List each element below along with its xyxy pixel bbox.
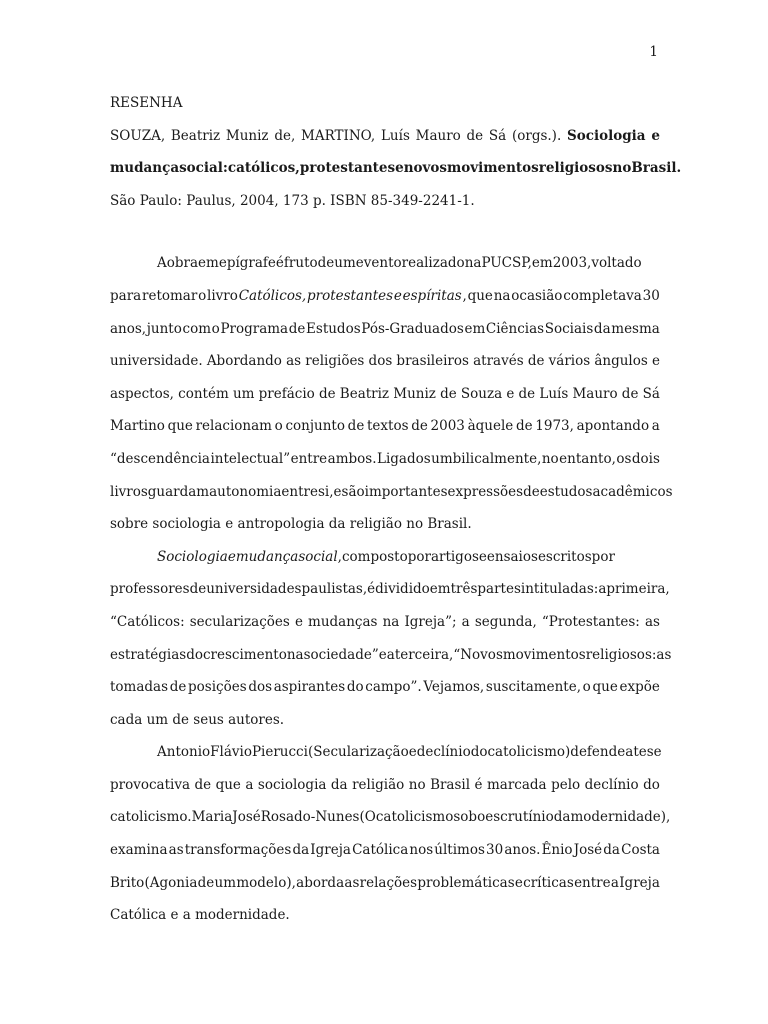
reference-line-3: São Paulo: Paulus, 2004, 173 p. ISBN 85-349-2241-1. — [110, 192, 475, 209]
reference-word: social: — [179, 160, 228, 177]
paragraph-line: Martino que relacionam o conjunto de textos de 2003 àquele de 1973, apontando a — [110, 418, 660, 435]
reference-word: MARTINO, — [301, 127, 376, 144]
reference-word: Mauro — [415, 127, 461, 144]
paragraph-line: Sociologiaemudançasocial,compostoporartigoseensaiosescritospor — [157, 548, 615, 565]
paragraph-line: “descendência intelectual” entre ambos. Ligados umbilicalmente, no entanto, os dois — [110, 450, 660, 467]
reference-word: católicos, — [227, 160, 300, 177]
paragraph-line: catolicismo. Maria José Rosado-Nunes (O catolicismo sob o escrutínio da modernidade), — [110, 809, 671, 826]
reference-word: de, — [274, 127, 296, 144]
paragraph-line: Brito (Agonia de um modelo), aborda as relações problemáticas e críticas entre a Igreja — [110, 874, 660, 891]
reference-word: e — [651, 127, 660, 144]
reference-word: de — [466, 127, 484, 144]
paragraph-line: AobraemepígrafeéfrutodeumeventorealizadonaPUCSP,em2003,voltado — [157, 255, 642, 272]
document-heading: RESENHA — [110, 95, 183, 111]
paragraph-line: universidade. Abordando as religiões dos brasileiros através de vários ângulos e — [110, 353, 660, 370]
paragraph-line: livros guardam autonomia entre si, e são importantes expressões de estudos acadêmicos — [110, 483, 673, 500]
paragraph-line: sobre sociologia e antropologia da religião no Brasil. — [110, 516, 472, 533]
reference-word: Luís — [380, 127, 410, 144]
section-spacer — [110, 222, 660, 252]
paragraph-line: tomadas de posições dos aspirantes do campo”. Vejamos, suscitamente, o que expõe — [110, 679, 660, 696]
paragraph-line: AntonioFlávioPierucci(Secularizaçãoedeclíniodocatolicismo)defendeatese — [157, 744, 662, 761]
paragraph-1 — [110, 252, 673, 545]
reference-word: e — [395, 160, 404, 177]
paragraph-line: “Católicos: secularizações e mudanças na Igreja”; a segunda, “Protestantes: as — [110, 613, 660, 630]
reference-line-2 — [110, 157, 682, 190]
bibliographic-reference — [110, 125, 682, 223]
reference-word: Muniz — [225, 127, 269, 144]
paragraph-line: cada um de seus autores. — [110, 711, 285, 728]
paragraph-line: professores de universidades paulistas, é dividido em três partes intituladas: a primeira, — [110, 581, 670, 598]
paragraph-3 — [110, 741, 671, 937]
reference-word: SOUZA, — [110, 127, 166, 144]
paragraph-line: provocativa de que a sociologia da religião no Brasil é marcada pelo declínio do — [110, 776, 660, 793]
paragraph-line: anos, junto com o Programa de Estudos Pós-Graduados em Ciências Sociais da mesma — [110, 320, 660, 337]
paragraph-line: estratégias do crescimento na sociedade” e a terceira, “Novos movimentos religiosos: as — [110, 646, 672, 663]
reference-word: Sá — [488, 127, 507, 144]
reference-word: movimentos — [446, 160, 539, 177]
reference-word: religiosos — [538, 160, 613, 177]
reference-word: protestantes — [299, 160, 396, 177]
document-body — [110, 92, 682, 937]
paragraph-line: aspectos, contém um prefácio de Beatriz Muniz de Souza e de Luís Mauro de Sá — [110, 385, 660, 402]
paragraph-line: para retomar o livro Católicos, protestantes e espíritas , que na ocasião completava 30 — [110, 287, 660, 304]
reference-word: (orgs.). — [511, 127, 562, 144]
reference-word: no — [612, 160, 632, 177]
reference-word: mudança — [110, 160, 180, 177]
reference-line-1 — [110, 125, 660, 158]
paragraph-line: Católica e a modernidade. — [110, 907, 290, 924]
paragraph-line: examina as transformações da Igreja Católica nos últimos 30 anos. Ênio José da Costa — [110, 842, 660, 859]
reference-word: Brasil. — [631, 160, 682, 177]
reference-word: Sociologia — [567, 127, 646, 144]
page-number: 1 — [649, 44, 658, 60]
paragraph-2 — [110, 546, 672, 742]
reference-word: novos — [403, 160, 447, 177]
reference-word: Beatriz — [170, 127, 221, 144]
